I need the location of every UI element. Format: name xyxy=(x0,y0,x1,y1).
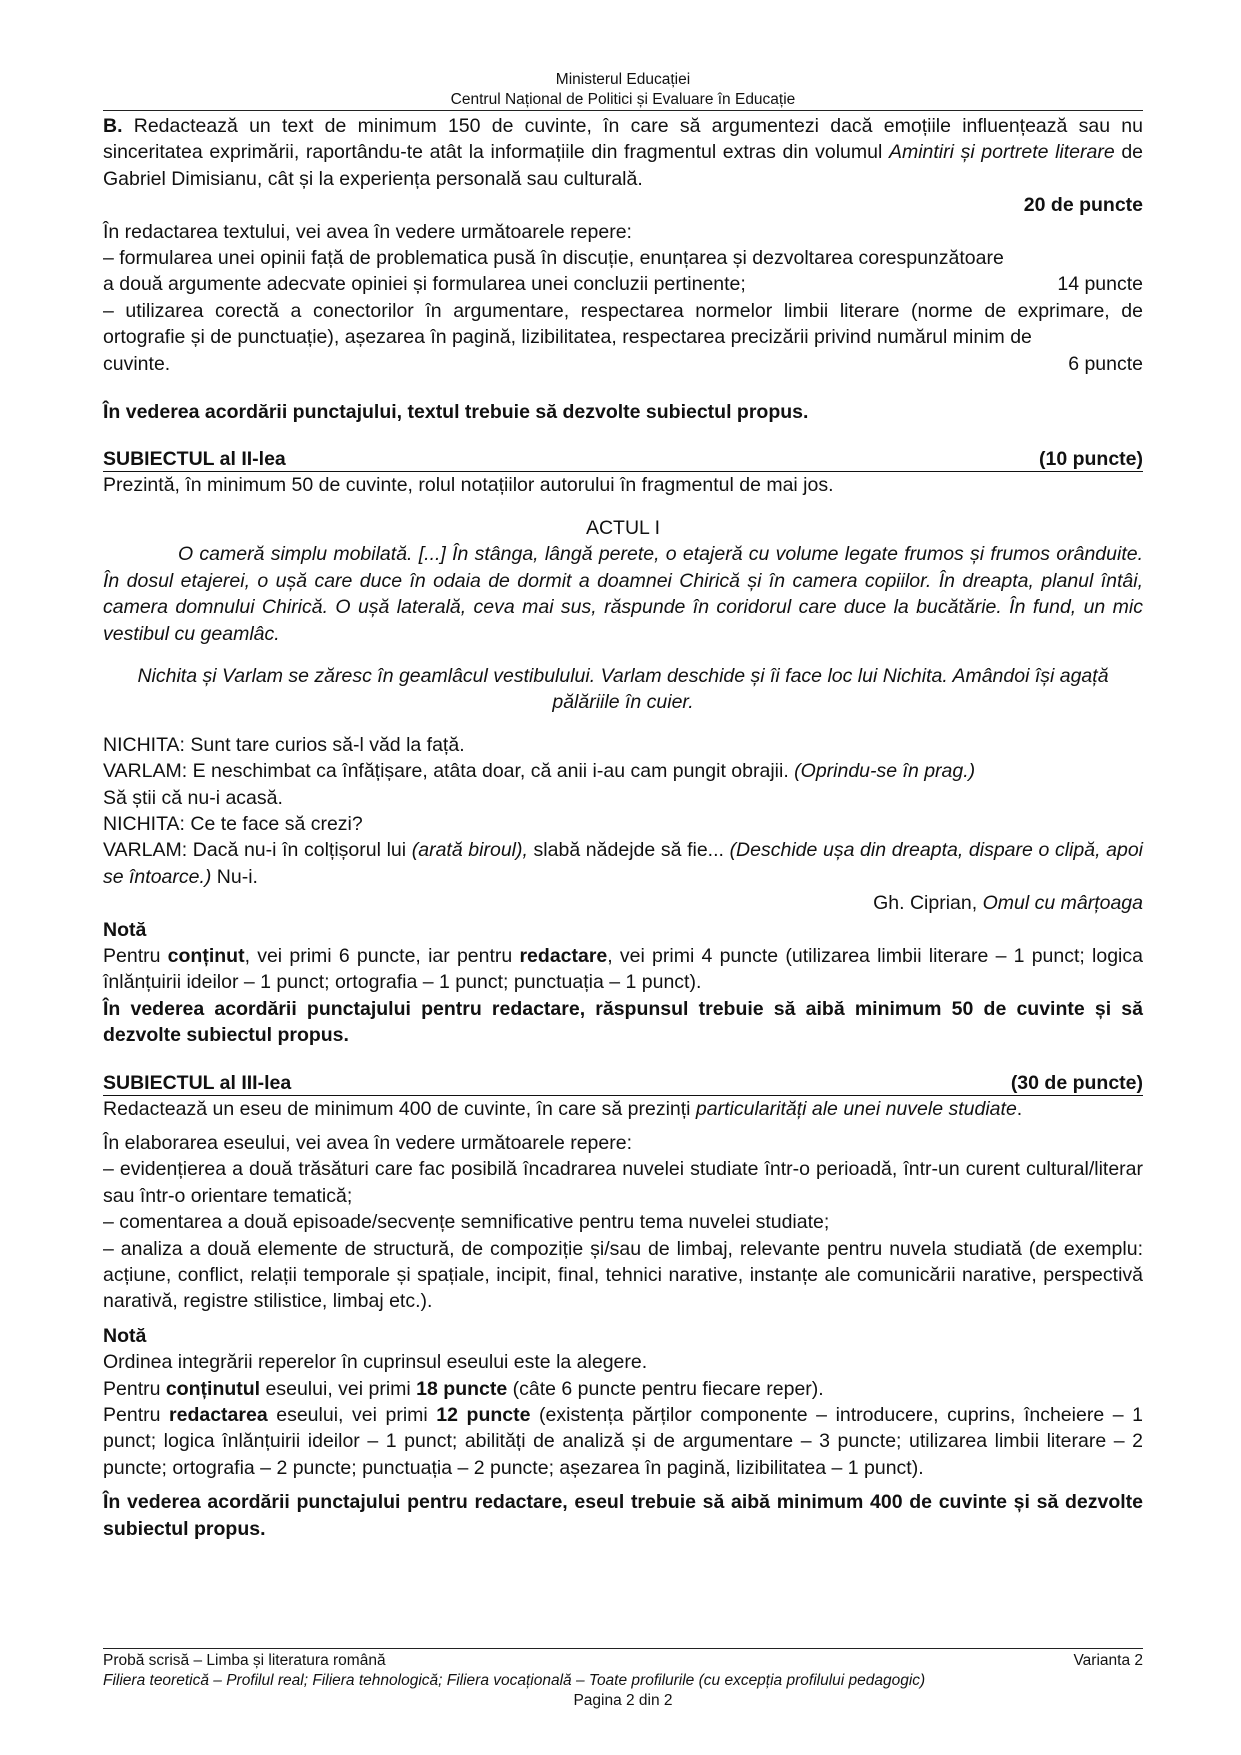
subject3-points: (30 de puncte) xyxy=(1010,1071,1143,1094)
partB-points: 20 de puncte xyxy=(1023,194,1143,217)
subject3-note2 xyxy=(103,1376,1143,1402)
dialogue-line-4-a: VARLAM: Dacă nu-i în colțișorul lui xyxy=(103,839,412,862)
subject3-note2-a: Pentru xyxy=(103,1377,166,1400)
partB-req2-end: cuvinte. xyxy=(103,352,171,375)
subject3-note3-a: Pentru xyxy=(103,1404,170,1427)
dialogue-line-1: NICHITA: Sunt tare curios să-l văd la față. xyxy=(103,733,465,756)
footer-exam: Probă scrisă – Limba și literatura română xyxy=(103,1652,386,1669)
subject2-task: Prezintă, în minimum 50 de cuvinte, rolul notațiilor autorului în fragmentul de mai jos. xyxy=(103,474,834,497)
partB-label: B. xyxy=(103,115,123,137)
subject3-req2: – comentarea a două episoade/secvențe semnificative pentru tema nuvelei studiate; xyxy=(103,1211,830,1234)
ministry-name: Ministerul Educației xyxy=(555,71,691,88)
subject3-note2-b: conținutul xyxy=(165,1377,261,1400)
page-header xyxy=(103,70,1143,111)
subject3-task-b: particularități ale unei nuvele studiate xyxy=(695,1097,1017,1120)
subject2-note-final: În vederea acordării punctajului pentru redactare, răspunsul trebuie să aibă minimum 50 de cuvinte și să dezvolte subiectul propus. xyxy=(103,997,1143,1047)
partB-task-post: de Gabriel Dimisianu, cât și la experiența personală sau culturală. xyxy=(103,141,1144,190)
dialogue-line-2-a: VARLAM: E neschimbat ca înfățișare, atâta doar, că anii i-au cam pungit obrajii. xyxy=(103,760,795,783)
subject2-stage-entrance: Nichita și Varlam se zăresc în geamlâcul vestibulului. Varlam deschide și îi face loc lui Nichita. Amândoi își agață pălăriile în cuier. xyxy=(137,664,1109,714)
subject3-note-final: În vederea acordării punctajului pentru redactare, eseul trebuie să aibă minimum 400 de cuvinte și să dezvolte subiectul propus. xyxy=(103,1491,1143,1540)
source-title: Omul cu mârțoaga xyxy=(982,892,1143,915)
partB-req2-points: 6 puncte xyxy=(1068,352,1143,375)
dialogue-line-4-e: Nu-i. xyxy=(211,865,258,888)
subject3-note1: Ordinea integrării reperelor în cuprinsul eseului este la alegere. xyxy=(103,1351,648,1374)
subject3-title: SUBIECTUL al III-lea xyxy=(103,1071,292,1094)
subject3-note3-d: 12 puncte xyxy=(436,1404,531,1427)
subject2-note-title: Notă xyxy=(103,918,147,941)
subject2-note-redact: redactare xyxy=(519,944,608,967)
footer-page: Pagina 2 din 2 xyxy=(573,1692,673,1709)
subject2-note-content: conținut xyxy=(167,944,245,967)
subject3-task xyxy=(103,1096,1143,1122)
subject2-heading xyxy=(103,447,1143,472)
subject3-task-c: . xyxy=(1016,1097,1023,1120)
dialogue-line-2-b: (Oprindu-se în prag.) xyxy=(794,760,976,783)
subject2-act: ACTUL I xyxy=(585,516,661,539)
subject2-note-a: Pentru xyxy=(103,944,168,967)
dialogue-line-4-d: (Deschide ușa din dreapta, dispare o clipă, apoi se întoarce.) xyxy=(103,839,1144,888)
footer-variant: Varianta 2 xyxy=(1073,1652,1143,1669)
subject2-note xyxy=(103,943,1143,996)
partB-req1-a: – formularea unei opinii față de problematica pusă în discuție, enunțarea și dezvoltarea corespunzătoare xyxy=(103,247,1004,270)
partB-task-pre: Redactează un text de minimum 150 de cuvinte, în care să argumentezi dacă emoțiile influențează sau nu sinceritatea exprimării, raportându-te atât la informațiile din fragmentul extras din volumul xyxy=(103,115,1143,164)
subject3-heading xyxy=(103,1071,1143,1096)
subject2-points: (10 puncte) xyxy=(1038,448,1143,471)
subject3-note2-d: 18 puncte xyxy=(416,1377,508,1400)
footer-profile: Filiera teoretică – Profilul real; Filiera tehnologică; Filiera vocațională – Toate profilurile (cu excepția profilului pedagogic) xyxy=(103,1672,926,1689)
footer-row xyxy=(103,1651,1143,1671)
dialogue-line-4-c: slabă nădejde să fie... xyxy=(527,839,730,862)
partB-req1-b: a două argumente adecvate opiniei și formularea unei concluzii pertinente; xyxy=(103,273,746,296)
subject3-note2-c: eseului, vei primi xyxy=(260,1377,417,1400)
subject3-req1: – evidențierea a două trăsături care fac posibilă încadrarea nuvelei studiate într-o perioadă, într-un curent cultural/literar sau într-o orientare tematică; xyxy=(103,1158,1143,1207)
subject2-note-b: , vei primi 6 puncte, iar pentru xyxy=(244,944,520,967)
subject3-note3-e: (existența părților componente – introducere, cuprins, încheiere – 1 punct; logica înlănțuirii ideilor – 1 punct; abilități de analiză și de argumentare – 3 puncte; utilizarea limbii literare – 2 puncte; ortografia – 2 puncte; punctuația – 2 puncte; așezarea în pagină, lizibilitatea – 1 punct). xyxy=(103,1404,1143,1479)
subject2-stage-desc: O cameră simplu mobilată. [...] În stânga, lângă perete, o etajeră cu volume legate frumos și frumos orânduite. În dosul etajerei, o ușă care duce în odaia de dormit a doamnei Chirică și în camera copiilor. În dreapta, planul întâi, camera domnului Chirică. O ușă laterală, ceva mai sus, răspunde în coridorul care duce la bucătărie. În fund, un mic vestibul cu geamlâc. xyxy=(103,543,1143,645)
partB-intro: În redactarea textului, vei avea în vedere următoarele repere: xyxy=(103,220,632,243)
subject2-source xyxy=(103,890,1143,916)
subject2-title: SUBIECTUL al II-lea xyxy=(103,448,286,471)
page-footer xyxy=(103,1648,1143,1711)
center-name: Centrul Național de Politici și Evaluare în Educație xyxy=(450,91,796,108)
subject3-note3-b: redactarea xyxy=(169,1404,268,1427)
subject2-note-c: , vei primi 4 puncte (utilizarea limbii literare – 1 punct; logica înlănțuirii ideilor – 1 punct; ortografia – 1 punct; punctuația – 1 punct). xyxy=(103,944,1143,994)
dialogue-line-4 xyxy=(103,837,1143,890)
subject3-note-title: Notă xyxy=(103,1324,147,1347)
partB-final-note: În vederea acordării punctajului, textul trebuie să dezvolte subiectul propus. xyxy=(103,401,809,424)
subject3-req3: – analiza a două elemente de structură, de compoziție și/sau de limbaj, relevante pentru nuvela studiată (de exemplu: acțiune, conflict, relații temporale și spațiale, incipit, final, tehnici narative, instanțe ale comunicării narative, perspectivă narativă, registre stilistice, limbaj etc.). xyxy=(103,1237,1143,1313)
dialogue-line-3: NICHITA: Ce te face să crezi? xyxy=(103,812,363,835)
partB-req1-b-row xyxy=(103,271,1143,297)
dialogue-line-2 xyxy=(103,758,1143,784)
partB-req2: – utilizarea corectă a conectorilor în argumentare, respectarea normelor limbii literare (norme de exprimare, de ortografie și de punctuație), așezarea în pagină, lizibilitatea, respectarea precizării privind numărul minim de xyxy=(103,299,1143,349)
subject3-note3-c: eseului, vei primi xyxy=(267,1404,437,1427)
source-author: Gh. Ciprian, xyxy=(873,892,983,915)
partB-task xyxy=(103,113,1143,192)
subject3-intro: În elaborarea eseului, vei avea în vedere următoarele repere: xyxy=(103,1132,632,1154)
exam-page xyxy=(103,70,1143,1542)
subject3-note2-e: (câte 6 puncte pentru fiecare reper). xyxy=(507,1377,824,1400)
subject3-task-a: Redactează un eseu de minimum 400 de cuvinte, în care să prezinți xyxy=(103,1097,696,1120)
dialogue-line-2-c: Să știi că nu-i acasă. xyxy=(103,786,283,809)
partB-task-title: Amintiri și portrete literare xyxy=(888,141,1115,164)
partB-req1-points: 14 puncte xyxy=(1057,273,1143,296)
dialogue-line-4-b: (arată biroul), xyxy=(411,839,528,862)
partB-req2-end-row xyxy=(103,351,1143,377)
subject3-note3 xyxy=(103,1402,1143,1481)
